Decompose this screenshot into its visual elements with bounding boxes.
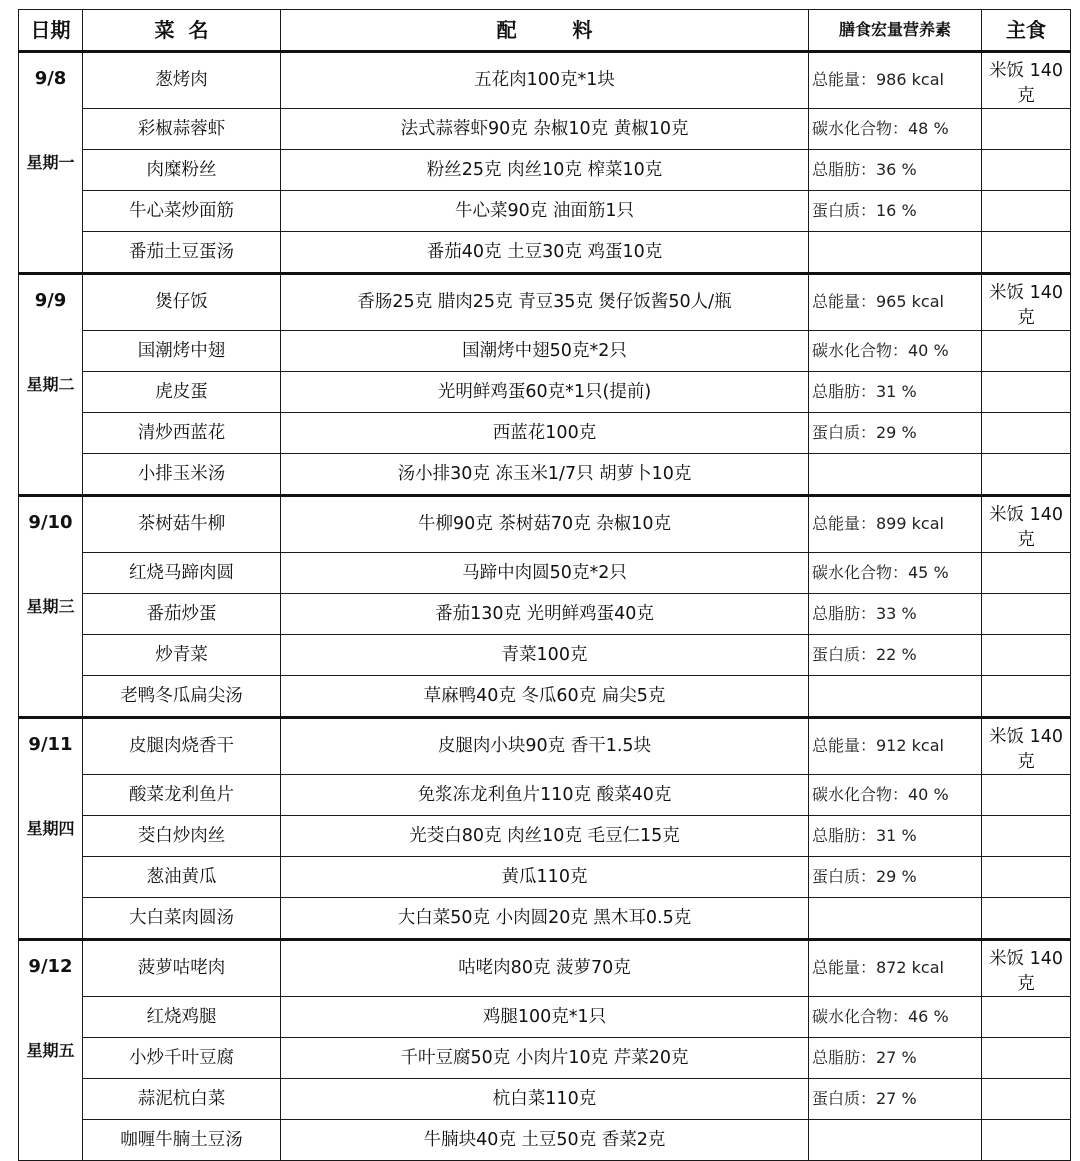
dish-ingredients: 大白菜50克 小肉圆20克 黑木耳0.5克 xyxy=(281,898,809,940)
nutrition-value: 总能量：965 kcal xyxy=(809,274,982,331)
nutrition-value: 总能量：912 kcal xyxy=(809,718,982,775)
dish-name: 葱烤肉 xyxy=(83,52,281,109)
table-row xyxy=(19,191,1071,232)
day-cell xyxy=(19,274,83,496)
dish-name: 番茄土豆蛋汤 xyxy=(83,232,281,274)
dish-name: 彩椒蒜蓉虾 xyxy=(83,109,281,150)
nutrition-value: 总脂肪：31 % xyxy=(809,816,982,857)
nutrition-value: 总脂肪：33 % xyxy=(809,594,982,635)
weekday-label: 星期五 xyxy=(26,1040,75,1060)
staple-empty xyxy=(982,635,1071,676)
table-row xyxy=(19,109,1071,150)
dish-name: 茭白炒肉丝 xyxy=(83,816,281,857)
dish-ingredients: 番茄40克 土豆30克 鸡蛋10克 xyxy=(281,232,809,274)
dish-name: 炒青菜 xyxy=(83,635,281,676)
nutrition-value: 总脂肪：27 % xyxy=(809,1038,982,1079)
dish-ingredients: 咕咾肉80克 菠萝70克 xyxy=(281,940,809,997)
dish-name: 小炒千叶豆腐 xyxy=(83,1038,281,1079)
staple-value: 米饭 140克 xyxy=(982,940,1071,997)
staple-value: 米饭 140克 xyxy=(982,718,1071,775)
dish-ingredients: 鸡腿100克*1只 xyxy=(281,997,809,1038)
nutrition-value: 蛋白质：22 % xyxy=(809,635,982,676)
staple-empty xyxy=(982,331,1071,372)
nutrition-empty xyxy=(809,676,982,718)
table-row xyxy=(19,454,1071,496)
day-cell xyxy=(19,718,83,940)
nutrition-value: 总脂肪：31 % xyxy=(809,372,982,413)
nutrition-value: 蛋白质：16 % xyxy=(809,191,982,232)
date-label: 9/9 xyxy=(34,290,67,311)
staple-empty xyxy=(982,109,1071,150)
table-row xyxy=(19,274,1071,331)
day-cell xyxy=(19,52,83,274)
weekday-label: 星期三 xyxy=(26,596,75,616)
nutrition-empty xyxy=(809,898,982,940)
dish-name: 肉糜粉丝 xyxy=(83,150,281,191)
nutrition-value: 蛋白质：27 % xyxy=(809,1079,982,1120)
table-row xyxy=(19,553,1071,594)
staple-empty xyxy=(982,553,1071,594)
dish-name: 咖喱牛腩土豆汤 xyxy=(83,1120,281,1161)
nutrition-empty xyxy=(809,232,982,274)
nutrition-value: 总能量：899 kcal xyxy=(809,496,982,553)
dish-ingredients: 五花肉100克*1块 xyxy=(281,52,809,109)
dish-ingredients: 国潮烤中翅50克*2只 xyxy=(281,331,809,372)
staple-empty xyxy=(982,372,1071,413)
dish-ingredients: 青菜100克 xyxy=(281,635,809,676)
staple-empty xyxy=(982,150,1071,191)
staple-empty xyxy=(982,816,1071,857)
staple-empty xyxy=(982,1120,1071,1161)
dish-ingredients: 皮腿肉小块90克 香干1.5块 xyxy=(281,718,809,775)
header-row xyxy=(19,10,1071,52)
dish-name: 酸菜龙利鱼片 xyxy=(83,775,281,816)
dish-ingredients: 光茭白80克 肉丝10克 毛豆仁15克 xyxy=(281,816,809,857)
table-row xyxy=(19,635,1071,676)
staple-empty xyxy=(982,232,1071,274)
day-cell xyxy=(19,940,83,1161)
table-row xyxy=(19,496,1071,553)
weekday-label: 星期一 xyxy=(26,152,75,172)
dish-name: 国潮烤中翅 xyxy=(83,331,281,372)
dish-ingredients: 千叶豆腐50克 小肉片10克 芹菜20克 xyxy=(281,1038,809,1079)
weekday-label: 星期二 xyxy=(26,374,75,394)
dish-name: 菠萝咕咾肉 xyxy=(83,940,281,997)
dish-name: 皮腿肉烧香干 xyxy=(83,718,281,775)
staple-empty xyxy=(982,1038,1071,1079)
dish-name: 红烧马蹄肉圆 xyxy=(83,553,281,594)
nutrition-value: 总能量：986 kcal xyxy=(809,52,982,109)
nutrition-value: 总能量：872 kcal xyxy=(809,940,982,997)
staple-value: 米饭 140克 xyxy=(982,52,1071,109)
staple-empty xyxy=(982,676,1071,718)
dish-name: 清炒西蓝花 xyxy=(83,413,281,454)
table-row xyxy=(19,52,1071,109)
header-dish: 菜 名 xyxy=(83,10,281,52)
dish-name: 红烧鸡腿 xyxy=(83,997,281,1038)
dish-ingredients: 粉丝25克 肉丝10克 榨菜10克 xyxy=(281,150,809,191)
table-row xyxy=(19,413,1071,454)
nutrition-value: 碳水化合物：46 % xyxy=(809,997,982,1038)
table-row xyxy=(19,816,1071,857)
date-label: 9/8 xyxy=(34,68,67,89)
dish-name: 大白菜肉圆汤 xyxy=(83,898,281,940)
dish-ingredients: 西蓝花100克 xyxy=(281,413,809,454)
table-row xyxy=(19,372,1071,413)
staple-empty xyxy=(982,594,1071,635)
table-row xyxy=(19,1079,1071,1120)
header-nutrition: 膳食宏量营养素 xyxy=(809,10,982,52)
staple-value: 米饭 140克 xyxy=(982,496,1071,553)
dish-ingredients: 免浆冻龙利鱼片110克 酸菜40克 xyxy=(281,775,809,816)
menu-body xyxy=(19,52,1071,1161)
staple-empty xyxy=(982,454,1071,496)
staple-empty xyxy=(982,775,1071,816)
table-row xyxy=(19,997,1071,1038)
staple-empty xyxy=(982,191,1071,232)
nutrition-value: 碳水化合物：40 % xyxy=(809,331,982,372)
header-date: 日期 xyxy=(19,10,83,52)
nutrition-value: 蛋白质：29 % xyxy=(809,413,982,454)
dish-name: 茶树菇牛柳 xyxy=(83,496,281,553)
dish-name: 蒜泥杭白菜 xyxy=(83,1079,281,1120)
date-label: 9/12 xyxy=(28,956,73,977)
dish-name: 葱油黄瓜 xyxy=(83,857,281,898)
date-label: 9/10 xyxy=(28,512,73,533)
dish-name: 番茄炒蛋 xyxy=(83,594,281,635)
staple-empty xyxy=(982,413,1071,454)
dish-name: 牛心菜炒面筋 xyxy=(83,191,281,232)
table-row xyxy=(19,1120,1071,1161)
dish-ingredients: 牛腩块40克 土豆50克 香菜2克 xyxy=(281,1120,809,1161)
dish-ingredients: 马蹄中肉圆50克*2只 xyxy=(281,553,809,594)
dish-name: 老鸭冬瓜扁尖汤 xyxy=(83,676,281,718)
dish-name: 虎皮蛋 xyxy=(83,372,281,413)
date-label: 9/11 xyxy=(28,734,73,755)
staple-empty xyxy=(982,1079,1071,1120)
weekday-label: 星期四 xyxy=(26,818,75,838)
dish-ingredients: 香肠25克 腊肉25克 青豆35克 煲仔饭酱50人/瓶 xyxy=(281,274,809,331)
dish-ingredients: 牛心菜90克 油面筋1只 xyxy=(281,191,809,232)
nutrition-value: 碳水化合物：45 % xyxy=(809,553,982,594)
staple-empty xyxy=(982,857,1071,898)
header-staple: 主食 xyxy=(982,10,1071,52)
dish-ingredients: 杭白菜110克 xyxy=(281,1079,809,1120)
dish-name: 小排玉米汤 xyxy=(83,454,281,496)
table-row xyxy=(19,857,1071,898)
dish-ingredients: 草麻鸭40克 冬瓜60克 扁尖5克 xyxy=(281,676,809,718)
day-cell xyxy=(19,496,83,718)
menu-table xyxy=(18,9,1071,1161)
table-row xyxy=(19,594,1071,635)
nutrition-empty xyxy=(809,1120,982,1161)
dish-ingredients: 牛柳90克 茶树菇70克 杂椒10克 xyxy=(281,496,809,553)
table-row xyxy=(19,940,1071,997)
table-row xyxy=(19,331,1071,372)
header-ingredients: 配 料 xyxy=(281,10,809,52)
dish-name: 煲仔饭 xyxy=(83,274,281,331)
table-row xyxy=(19,898,1071,940)
dish-ingredients: 法式蒜蓉虾90克 杂椒10克 黄椒10克 xyxy=(281,109,809,150)
staple-empty xyxy=(982,997,1071,1038)
nutrition-value: 碳水化合物：48 % xyxy=(809,109,982,150)
table-row xyxy=(19,676,1071,718)
staple-empty xyxy=(982,898,1071,940)
table-row xyxy=(19,1038,1071,1079)
dish-ingredients: 汤小排30克 冻玉米1/7只 胡萝卜10克 xyxy=(281,454,809,496)
dish-ingredients: 黄瓜110克 xyxy=(281,857,809,898)
staple-value: 米饭 140克 xyxy=(982,274,1071,331)
dish-ingredients: 光明鲜鸡蛋60克*1只(提前) xyxy=(281,372,809,413)
dish-ingredients: 番茄130克 光明鲜鸡蛋40克 xyxy=(281,594,809,635)
nutrition-value: 总脂肪：36 % xyxy=(809,150,982,191)
table-row xyxy=(19,150,1071,191)
table-row xyxy=(19,775,1071,816)
nutrition-value: 蛋白质：29 % xyxy=(809,857,982,898)
nutrition-value: 碳水化合物：40 % xyxy=(809,775,982,816)
nutrition-empty xyxy=(809,454,982,496)
table-row xyxy=(19,718,1071,775)
table-row xyxy=(19,232,1071,274)
